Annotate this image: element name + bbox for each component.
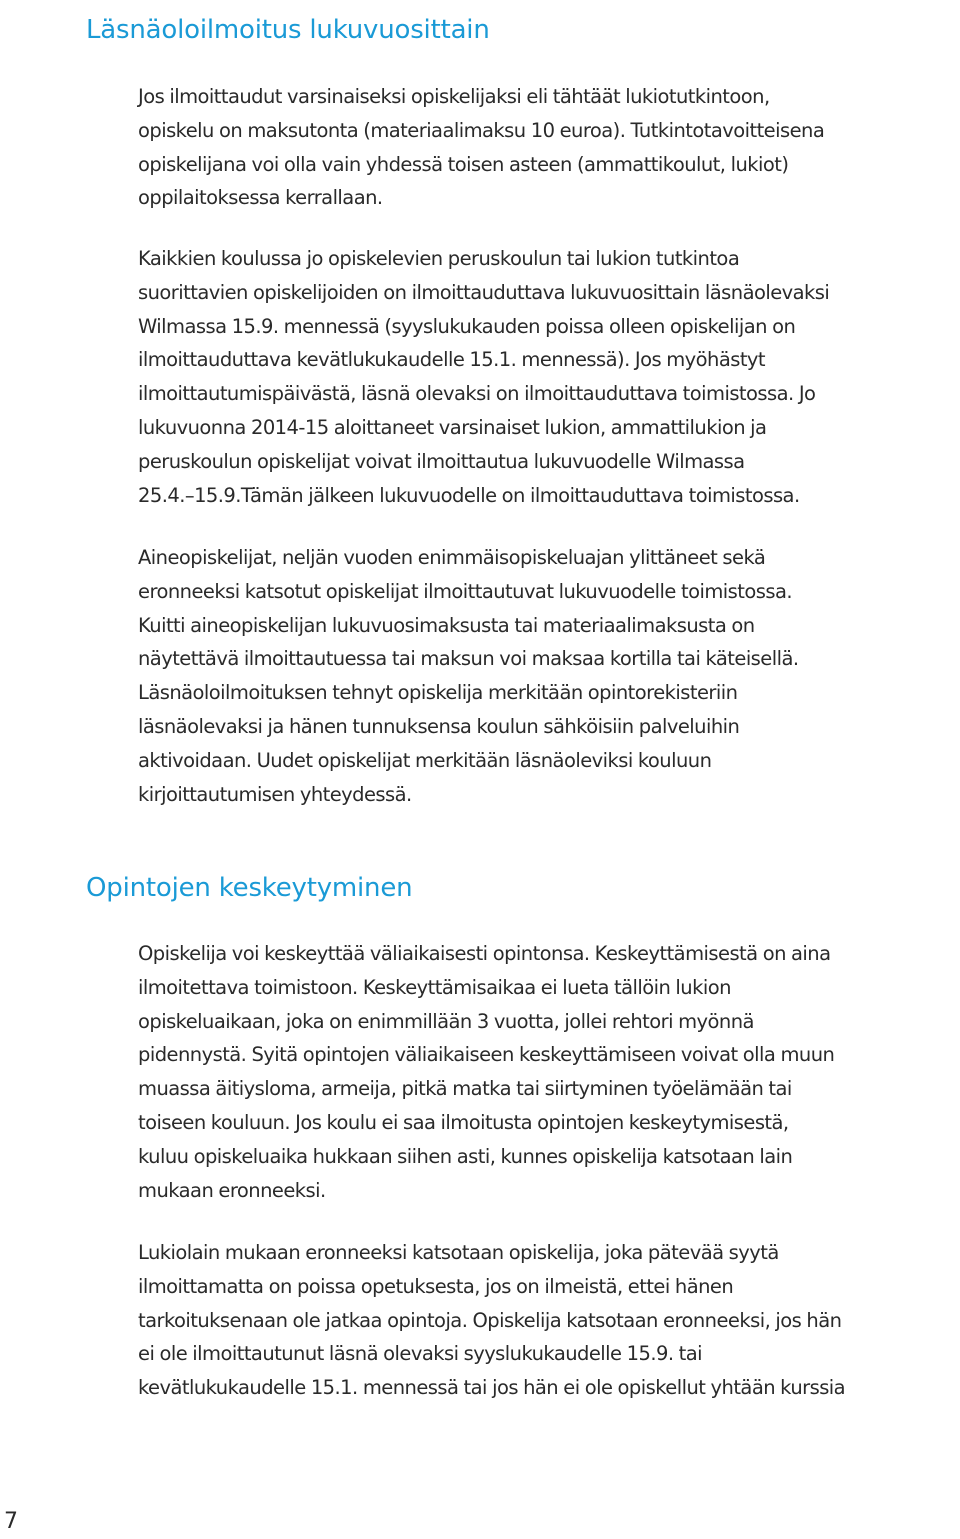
paragraph [138,541,948,811]
text-line: Jos ilmoittaudut varsinaiseksi opiskelijaksi eli tähtäät lukiotutkintoon, [138,85,770,108]
text-line: oppilaitoksessa kerrallaan. [138,186,383,210]
section-heading-opintojen-keskeytyminen: Opintojen keskeytyminen [86,873,413,903]
text-line: suorittavien opiskelijoiden on ilmoittauduttava lukuvuosittain läsnäolevaksi [138,280,830,304]
text-line: Opiskelija voi keskeyttää väliaikaisesti opintonsa. Keskeyttämisestä on aina [138,942,831,965]
text-line: Lukiolain mukaan eronneeksi katsotaan opiskelija, joka pätevää syytä [138,1241,779,1264]
text-line: ilmoittauduttava kevätlukukaudelle 15.1. mennessä). Jos myöhästyt [138,348,766,372]
text-line: kevätlukukaudelle 15.1. mennessä tai jos hän ei ole opiskellut yhtään kurssia [138,1376,846,1400]
text-line: muassa äitiysloma, armeija, pitkä matka tai siirtyminen työelämään tai [138,1077,792,1101]
text-line: läsnäolevaksi ja hänen tunnuksensa koulun sähköisiin palveluihin [138,714,740,738]
text-line: lukuvuonna 2014-15 aloittaneet varsinaiset lukion, ammattilukion ja [138,415,767,439]
text-line: opiskelu on maksutonta (materiaalimaksu 10 euroa). Tutkintotavoitteisena [138,118,825,142]
paragraph [138,80,948,215]
section-heading-lasnaoloilmoitus: Läsnäoloilmoitus lukuvuosittain [86,15,490,45]
text-line: Wilmassa 15.9. mennessä (syyslukukauden poissa olleen opiskelijan on [138,314,796,338]
text-line: opiskelijana voi olla vain yhdessä toisen asteen (ammattikoulut, lukiot) [138,152,789,176]
text-line: peruskoulun opiskelijat voivat ilmoittautua lukuvuodelle Wilmassa [138,449,745,473]
text-line: opiskeluaikaan, joka on enimmillään 3 vuotta, jollei rehtori myönnä [138,1009,754,1033]
text-line: Kuitti aineopiskelijan lukuvuosimaksusta tai materiaalimaksusta on [138,613,755,637]
text-line: eronneeksi katsotut opiskelijat ilmoittautuvat lukuvuodelle toimistossa. [138,579,792,603]
text-line: 25.4.–15.9.Tämän jälkeen lukuvuodelle on ilmoittauduttava toimistossa. [138,483,800,507]
text-line: kirjoittautumisen yhteydessä. [138,782,412,806]
text-line: ilmoittautumispäivästä, läsnä olevaksi on ilmoittauduttava toimistossa. Jo [138,382,816,406]
text-line: tarkoituksenaan ole jatkaa opintoja. Opiskelija katsotaan eronneeksi, jos hän [138,1308,842,1332]
text-line: ilmoittamatta on poissa opetuksesta, jos on ilmeistä, ettei hänen [138,1274,734,1298]
text-line: mukaan eronneeksi. [138,1178,326,1202]
text-line: Aineopiskelijat, neljän vuoden enimmäisopiskeluajan ylittäneet sekä [138,546,766,569]
text-line: Kaikkien koulussa jo opiskelevien peruskoulun tai lukion tutkintoa [138,247,740,270]
text-line: näytettävä ilmoittautuessa tai maksun voi maksaa kortilla tai käteisellä. [138,647,799,671]
text-line: aktivoidaan. Uudet opiskelijat merkitään läsnäoleviksi kouluun [138,748,712,772]
paragraph [138,1236,948,1405]
paragraph [138,242,948,512]
text-line: toiseen kouluun. Jos koulu ei saa ilmoitusta opintojen keskeytymisestä, [138,1110,789,1134]
text-line: pidennystä. Syitä opintojen väliaikaiseen keskeyttämiseen voivat olla muun [138,1043,835,1067]
text-line: ei ole ilmoittautunut läsnä olevaksi syyslukukaudelle 15.9. tai [138,1342,703,1366]
text-line: Läsnäoloilmoituksen tehnyt opiskelija merkitään opintorekisteriin [138,681,738,705]
paragraph [138,937,948,1207]
text-line: kuluu opiskeluaika hukkaan siihen asti, kunnes opiskelija katsotaan lain [138,1144,793,1168]
text-line: ilmoitettava toimistoon. Keskeyttämisaikaa ei lueta tällöin lukion [138,975,731,999]
page-number: 7 [4,1509,18,1534]
